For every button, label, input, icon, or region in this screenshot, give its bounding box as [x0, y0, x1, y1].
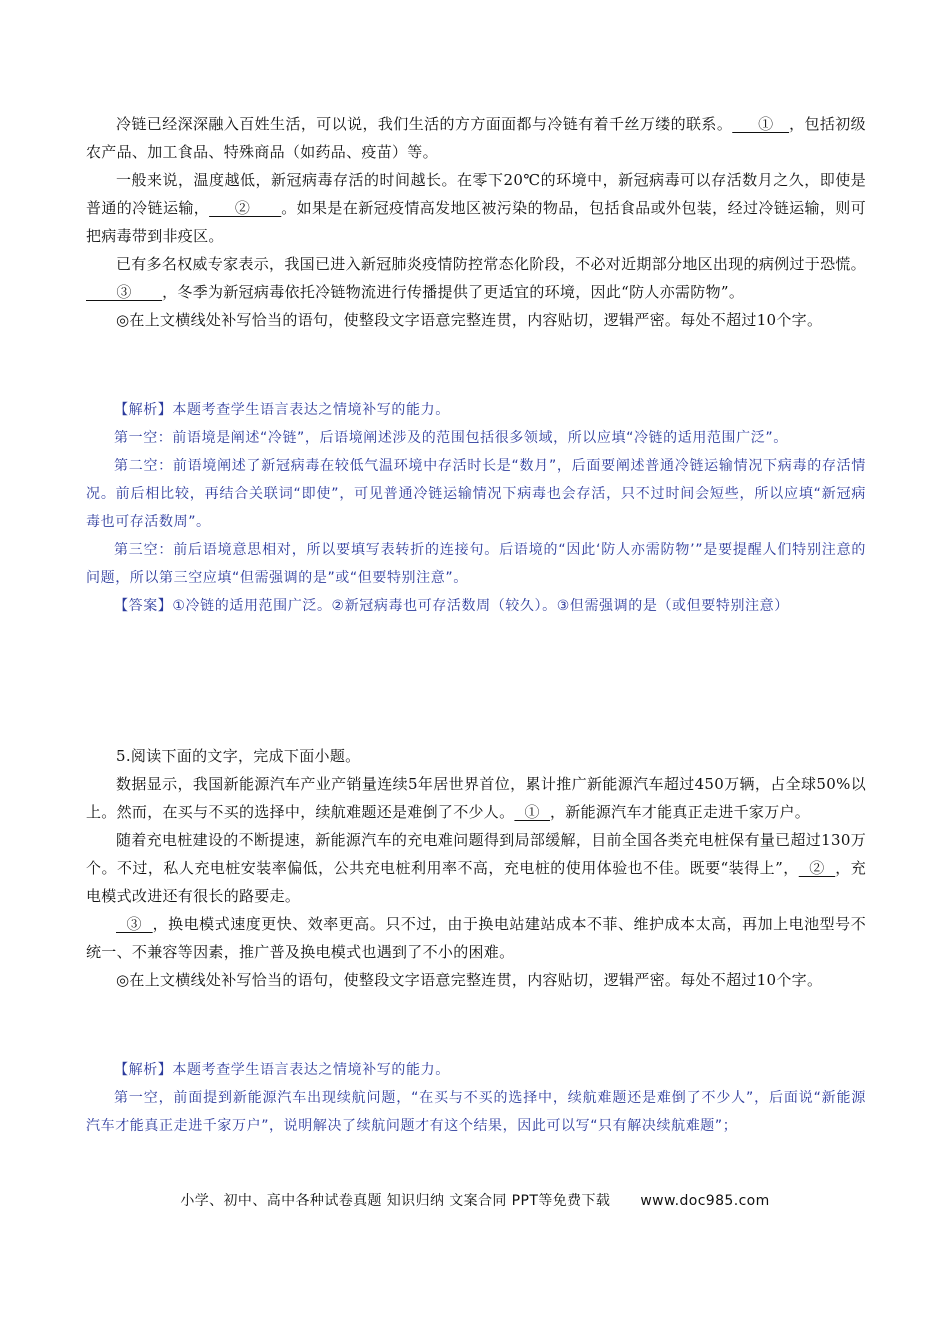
q5-paragraph-1: 数据显示，我国新能源汽车产业产销量连续5年居世界首位，累计推广新能源汽车超过450万辆，占全球50%以上。然而，在买与不买的选择中，续航难题还是难倒了不少人。 ① ，新能源汽车才能真正走进千家万户。	[86, 775, 866, 821]
footer-text: 小学、初中、高中各种试卷真题 知识归纳 文案合同 PPT等免费下载	[180, 1193, 611, 1209]
q4-analysis-blank-2: 第二空：前语境阐述了新冠病毒在较低气温环境中存活时长是“数月”，后面要阐述普通冷链运输情况下病毒的存活情况。前后相比较，再结合关联词“即使”，可见普通冷链运输情况下病毒也会存活，只不过时间会短些，所以应填“新冠病毒也可存活数周”。	[86, 458, 866, 530]
q4-blank-1: ①	[732, 115, 790, 133]
page-footer	[0, 1190, 950, 1210]
footer-site-link[interactable]: www.doc985.com	[640, 1193, 770, 1209]
q5-analysis-heading: 【解析】本题考查学生语言表达之情境补写的能力。	[114, 1062, 450, 1078]
q4-instruction: ◎在上文横线处补写恰当的语句，使整段文字语意完整连贯，内容贴切，逻辑严密。每处不超过10个字。	[116, 311, 823, 329]
q4-analysis-heading: 【解析】本题考查学生语言表达之情境补写的能力。	[114, 402, 450, 418]
q4-passage	[86, 110, 866, 334]
q4-paragraph-2: 一般来说，温度越低，新冠病毒存活的时间越长。在零下20℃的环境中，新冠病毒可以存活数月之久，即使是普通的冷链运输， ② 。如果是在新冠疫情高发地区被污染的物品，包括食品或外包装，经过冷链运输，则可把病毒带到非疫区。	[86, 171, 866, 245]
q4-paragraph-3: 已有多名权威专家表示，我国已进入新冠肺炎疫情防控常态化阶段，不必对近期部分地区出现的病例过于恐慌。 ③ ，冬季为新冠病毒依托冷链物流进行传播提供了更适宜的环境，因此“防人亦需防物”。	[86, 255, 866, 301]
q5-blank-3: ③	[116, 915, 153, 933]
q5-paragraph-3: ③ ，换电模式速度更快、效率更高。只不过，由于换电站建站成本不菲、维护成本太高，再加上电池型号不统一、不兼容等因素，推广普及换电模式也遇到了不小的困难。	[86, 915, 866, 961]
q4-analysis	[86, 396, 866, 620]
q5-instruction: ◎在上文横线处补写恰当的语句，使整段文字语意完整连贯，内容贴切，逻辑严密。每处不超过10个字。	[116, 971, 823, 989]
q5-blank-1: ①	[514, 803, 550, 821]
q4-analysis-blank-1: 第一空：前语境是阐述“冷链”，后语境阐述涉及的范围包括很多领域，所以应填“冷链的适用范围广泛”。	[114, 430, 788, 446]
q5-title: 5.阅读下面的文字，完成下面小题。	[116, 747, 361, 765]
q5-blank-2: ②	[798, 859, 836, 877]
q4-answer: 【答案】①冷链的适用范围广泛。②新冠病毒也可存活数周（较久）。③但需强调的是（或但要特别注意）	[114, 598, 789, 614]
q5-analysis	[86, 1056, 866, 1140]
q5-paragraph-2: 随着充电桩建设的不断提速，新能源汽车的充电难问题得到局部缓解，目前全国各类充电桩保有量已超过130万个。不过，私人充电桩安装率偏低，公共充电桩利用率不高，充电桩的使用体验也不佳。既要“装得上”， ② ，充电模式改进还有很长的路要走。	[86, 831, 866, 905]
q4-blank-3: ③	[86, 283, 163, 301]
q5-passage	[86, 742, 866, 994]
q4-analysis-blank-3: 第三空：前后语境意思相对，所以要填写表转折的连接句。后语境的“因此‘防人亦需防物’”是要提醒人们特别注意的问题，所以第三空应填“但需强调的是”或“但要特别注意”。	[86, 542, 866, 586]
q4-paragraph-1: 冷链已经深深融入百姓生活，可以说，我们生活的方方面面都与冷链有着千丝万缕的联系。 ① ，包括初级农产品、加工食品、特殊商品（如药品、疫苗）等。	[86, 115, 866, 161]
q5-analysis-blank-1: 第一空，前面提到新能源汽车出现续航问题，“在买与不买的选择中，续航难题还是难倒了不少人”，后面说“新能源汽车才能真正走进千家万户”，说明解决了续航问题才有这个结果，因此可以写“只有解决续航难题”；	[86, 1090, 866, 1134]
q4-blank-2: ②	[209, 199, 282, 217]
